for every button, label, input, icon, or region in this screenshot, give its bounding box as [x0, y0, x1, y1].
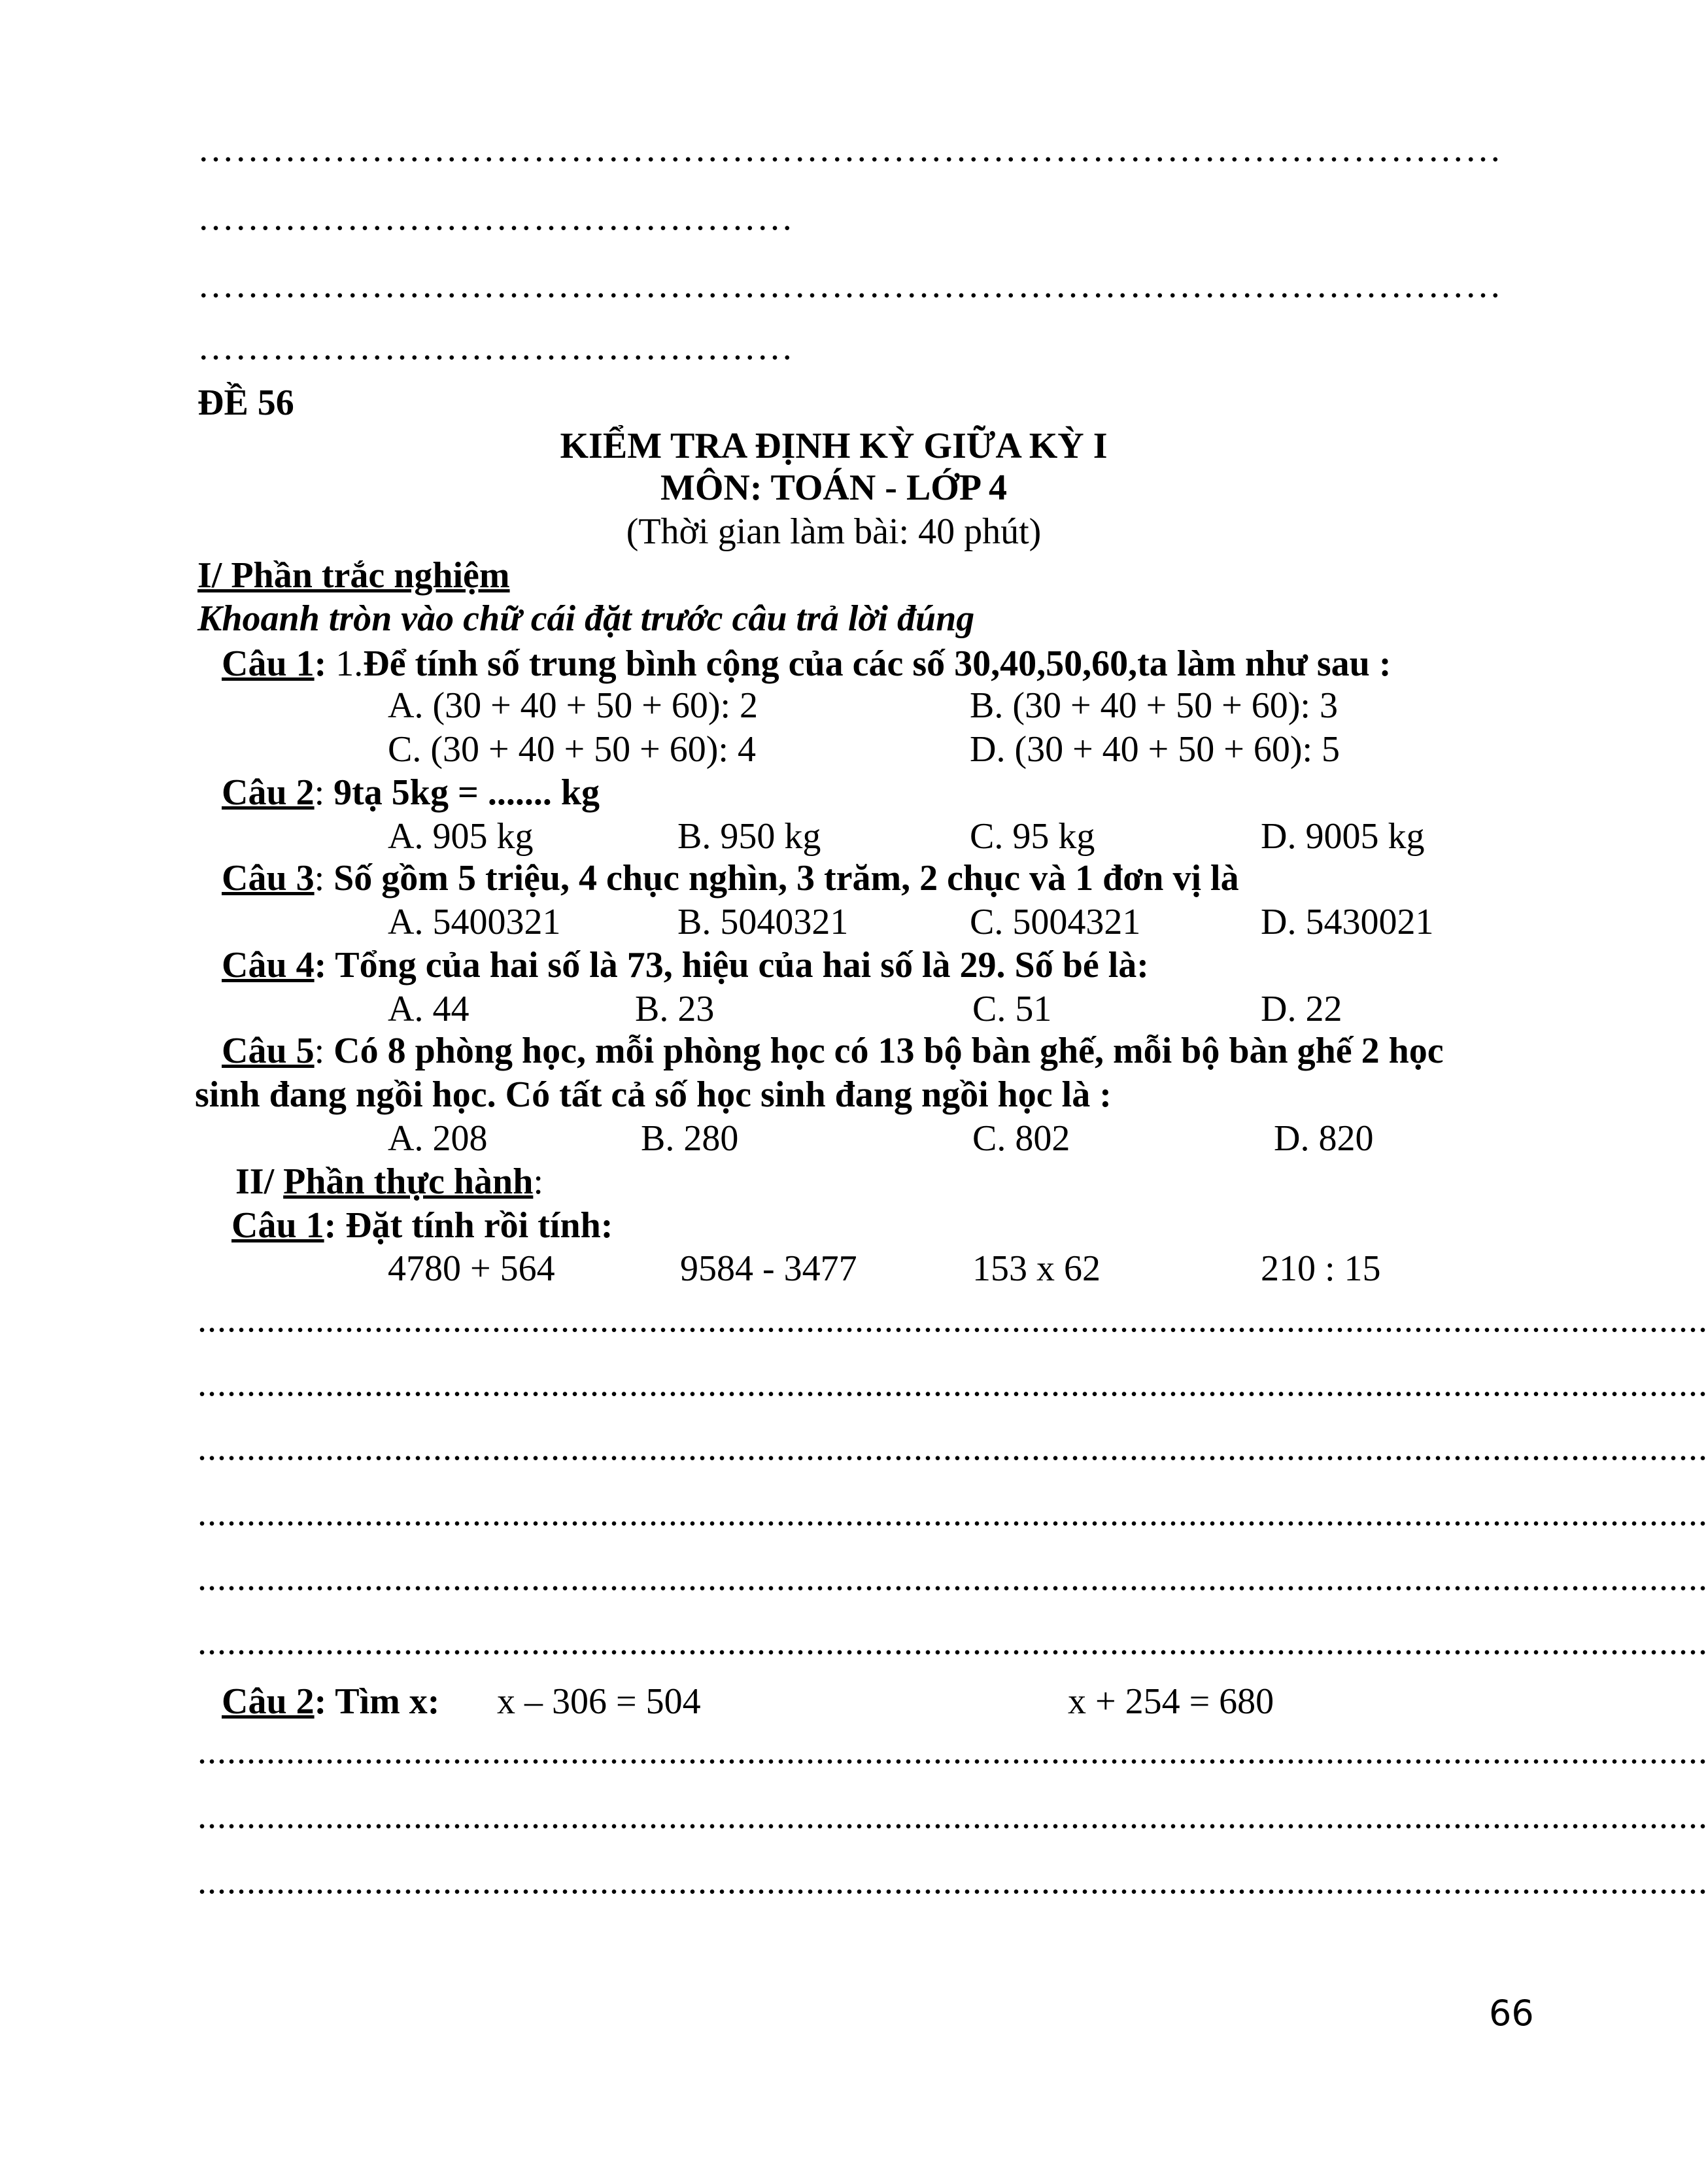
option-d[interactable]: D. 22 — [1261, 989, 1342, 1029]
option-d[interactable]: D. (30 + 40 + 50 + 60): 5 — [970, 729, 1341, 770]
answer-line[interactable]: .......................................................................................................................................................... — [197, 1299, 1708, 1340]
question-text: : Đặt tính rồi tính: — [324, 1205, 613, 1246]
option-a[interactable]: A. 44 — [388, 989, 470, 1029]
heading-text: Phần thực hành — [283, 1161, 534, 1202]
option-d[interactable]: D. 820 — [1274, 1118, 1374, 1159]
equation-2: x + 254 = 680 — [1068, 1681, 1274, 1722]
question-1 — [222, 645, 1391, 682]
question-4 — [222, 947, 1149, 984]
expression-4: 210 : 15 — [1261, 1248, 1381, 1289]
answer-line[interactable]: .......................................................................................................................................................... — [197, 1796, 1708, 1836]
sep: : — [314, 945, 335, 985]
option-c[interactable]: C. 95 kg — [970, 816, 1095, 857]
question-label: Câu 1 — [231, 1205, 324, 1246]
question-2 — [222, 774, 600, 811]
question-text: : Tìm x: — [314, 1681, 440, 1722]
prefix: II/ — [235, 1161, 284, 1202]
question-5-continued: sinh đang ngồi học. Có tất cả số học sinh đang ngồi học là : — [195, 1074, 1112, 1115]
option-c[interactable]: C. 51 — [972, 989, 1052, 1029]
top-answer-line-4: ………………………………………… — [197, 327, 794, 368]
expression-3: 153 x 62 — [972, 1248, 1101, 1289]
expression-2: 9584 - 3477 — [680, 1248, 857, 1289]
equation-1: x – 306 = 504 — [497, 1681, 701, 1722]
question-label: Câu 4 — [222, 945, 315, 985]
practice-question-2 — [222, 1683, 439, 1720]
option-b[interactable]: B. 280 — [641, 1118, 739, 1159]
option-b[interactable]: B. 5040321 — [677, 902, 849, 942]
question-label: Câu 1 — [222, 643, 315, 684]
option-b[interactable]: B. 23 — [635, 989, 715, 1029]
top-answer-line-2: ………………………………………… — [197, 197, 794, 238]
sep: : — [314, 772, 334, 813]
answer-line[interactable]: .......................................................................................................................................................... — [197, 1428, 1708, 1468]
option-b[interactable]: B. 950 kg — [677, 816, 821, 857]
option-b[interactable]: B. (30 + 40 + 50 + 60): 3 — [970, 685, 1338, 726]
question-text: Tổng của hai số là 73, hiệu của hai số là 29. Số bé là: — [335, 945, 1149, 985]
top-answer-line-3: …………………………………………………………………………………………… — [197, 265, 1502, 305]
question-5 — [222, 1033, 1444, 1069]
question-text: Số gồm 5 triệu, 4 chục nghìn, 3 trăm, 2 chục và 1 đơn vị là — [333, 858, 1239, 899]
question-text: Để tính số trung bình cộng của các số 30,40,50,60,ta làm như sau : — [363, 643, 1392, 684]
part1-heading: I/ Phần trắc nghiệm — [197, 555, 510, 596]
option-a[interactable]: A. 208 — [388, 1118, 488, 1159]
part1-instruction: Khoanh tròn vào chữ cái đặt trước câu trả lời đúng — [197, 598, 975, 639]
exam-title: KIỂM TRA ĐỊNH KỲ GIỮA KỲ I — [560, 426, 1108, 466]
question-3 — [222, 860, 1239, 897]
exam-time: (Thời gian làm bài: 40 phút) — [626, 511, 1042, 552]
answer-line[interactable]: .......................................................................................................................................................... — [197, 1731, 1708, 1772]
question-text: Có 8 phòng học, mỗi phòng học có 13 bộ bàn ghế, mỗi bộ bàn ghế 2 học — [333, 1031, 1444, 1071]
option-c[interactable]: C. 5004321 — [970, 902, 1141, 942]
practice-question-1 — [231, 1207, 613, 1244]
sep: : — [314, 643, 336, 684]
page-number: 66 — [1489, 1993, 1534, 2034]
sep: : — [314, 858, 334, 899]
answer-line[interactable]: .......................................................................................................................................................... — [197, 1861, 1708, 1902]
part2-heading — [235, 1163, 543, 1200]
answer-line[interactable]: .......................................................................................................................................................... — [197, 1493, 1708, 1533]
question-label: Câu 3 — [222, 858, 315, 899]
option-a[interactable]: A. 5400321 — [388, 902, 561, 942]
top-answer-line-1: …………………………………………………………………………………………… — [197, 129, 1502, 169]
option-a[interactable]: A. (30 + 40 + 50 + 60): 2 — [388, 685, 759, 726]
exam-subject: MÔN: TOÁN - LỚP 4 — [660, 468, 1007, 508]
expression-1: 4780 + 564 — [388, 1248, 555, 1289]
option-c[interactable]: C. 802 — [972, 1118, 1070, 1159]
option-a[interactable]: A. 905 kg — [388, 816, 534, 857]
sep: : — [314, 1031, 334, 1071]
exam-number: ĐỀ 56 — [197, 383, 294, 423]
suffix: : — [533, 1161, 543, 1202]
answer-line[interactable]: .......................................................................................................................................................... — [197, 1558, 1708, 1598]
option-d[interactable]: D. 9005 kg — [1261, 816, 1425, 857]
question-text: 9tạ 5kg = ....... kg — [333, 772, 600, 813]
option-d[interactable]: D. 5430021 — [1261, 902, 1434, 942]
question-label: Câu 2 — [222, 1681, 315, 1722]
question-label: Câu 2 — [222, 772, 315, 813]
question-label: Câu 5 — [222, 1031, 315, 1071]
question-number: 1. — [335, 643, 364, 684]
answer-line[interactable]: .......................................................................................................................................................... — [197, 1622, 1708, 1662]
option-c[interactable]: C. (30 + 40 + 50 + 60): 4 — [388, 729, 756, 770]
answer-line[interactable]: .......................................................................................................................................................... — [197, 1363, 1708, 1404]
